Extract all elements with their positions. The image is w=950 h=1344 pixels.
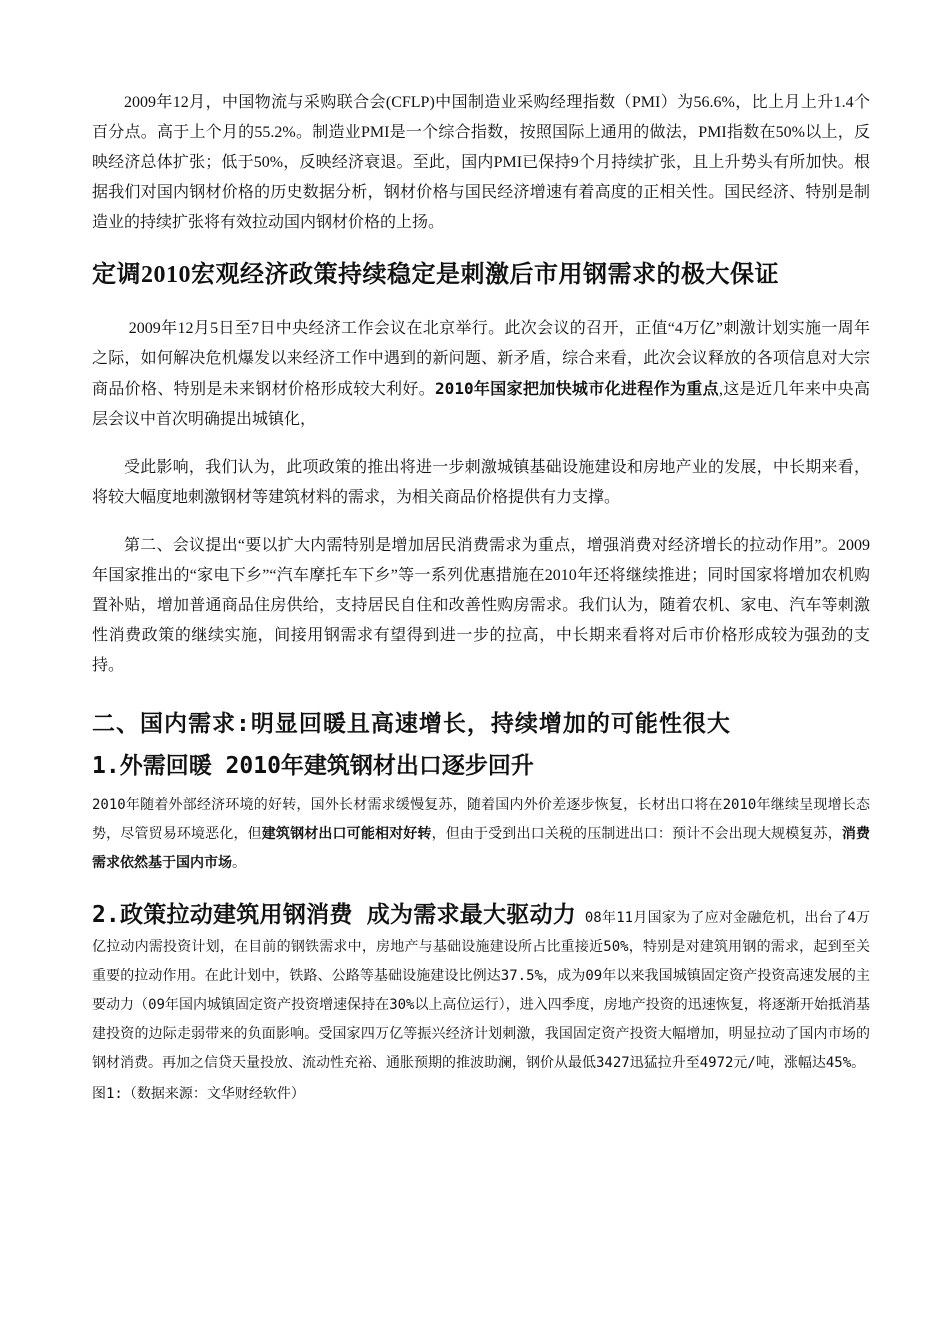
heading-section-2: 二、国内需求:明显回暖且高速增长，持续增加的可能性很大	[92, 711, 731, 737]
heading-subsection-1: 1.外需回暖 2010年建筑钢材出口逐步回升	[92, 753, 534, 779]
paragraph-impact: 受此影响，我们认为，此项政策的推出将进一步刺激城镇基础设施建设和房地产业的发展，中长期来看，将较大幅度地刺激钢材等建筑材料的需求，为相关商品价格提供有力支撑。	[92, 459, 870, 506]
document-page	[92, 88, 870, 1108]
heading-policy-stability: 定调2010宏观经济政策持续稳定是刺激后市用钢需求的极大保证	[92, 262, 779, 288]
paragraph-text: 。	[232, 855, 246, 871]
paragraph-policy-driven	[92, 898, 870, 1078]
paragraph-text: 2009年12月5日至7日中央经济工作会议在北京举行。此次会议的召开，正值“4万亿”刺激计划实施一周年之际，如何解决危机爆发以来经济工作中遇到的新问题、新矛盾，综合来看，此次会议释放的各项信息对大宗商品价格、特别是未来钢材价格形成较大利好。	[92, 320, 870, 398]
bold-export-phrase: 建筑钢材出口可能相对好转	[261, 826, 432, 842]
paragraph-work-conference	[92, 314, 870, 435]
figure-caption: 图1:（数据来源：文华财经软件）	[92, 1086, 305, 1102]
paragraph-pmi: 2009年12月，中国物流与采购联合会(CFLP)中国制造业采购经理指数（PMI）为56.6%，比上月上升1.4个百分点。高于上个月的55.2%。制造业PMI是一个综合指数，按照国际上通用的做法，PMI指数在50%以上，反映经济总体扩张；低于50%，反映经济衰退。至此，国内PMI已保持9个月持续扩张，且上升势头有所加快。根据我们对国内钢材价格的历史数据分析，钢材价格与国民经济增速有着高度的正相关性。国民经济、特别是制造业的持续扩张将有效拉动国内钢材价格的上扬。	[92, 94, 870, 231]
paragraph-export	[92, 791, 870, 878]
paragraph-text: 08年11月国家为了应对金融危机，出台了4万亿拉动内需投资计划，在目前的钢铁需求中，房地产与基础设施建设所占比重接近50%，特别是对建筑用钢的需求，起到至关重要的拉动作用。在此计划中，铁路、公路等基础设施建设比例达37.5%，成为09年以来我国城镇固定资产投资高速发展的主要动力（09年国内城镇固定资产投资增速保持在30%以上高位运行），进入四季度，房地产投资的迅速恢复，将逐渐开始抵消基建投资的边际走弱带来的负面影响。受国家四万亿等振兴经济计划刺激，我国固定资产投资大幅增加，明显拉动了国内市场的钢材消费。再加之信贷天量投放、流动性充裕、通胀预期的推波助澜，钢价从最低3427迅猛拉升至4972元/吨，涨幅达45%。	[92, 910, 870, 1071]
bold-domestic-phrase: 消费需求依然基于国内市场	[92, 826, 871, 871]
paragraph-domestic-demand: 第二、会议提出“要以扩大内需特别是增加居民消费需求为重点，增强消费对经济增长的拉动作用”。2009年国家推出的“家电下乡”“汽车摩托车下乡”等一系列优惠措施在2010年还将继续推进；同时国家将增加农机购置补贴，增加普通商品住房供给，支持居民自住和改善性购房需求。我们认为，随着农机、家电、汽车等刺激性消费政策的继续实施，间接用钢需求有望得到进一步的拉高，中长期来看将对后市价格形成较为强劲的支持。	[92, 537, 870, 674]
paragraph-text: 2010年随着外部经济环境的好转，国外长材需求缓慢复苏，随着国内外价差逐步恢复，长材出口将在2010年继续呈现增长态势，尽管贸易环境恶化，但	[92, 797, 870, 842]
bold-urbanization-phrase: 2010年国家把加快城市化进程作为重点	[435, 379, 719, 398]
paragraph-text: ,这是近几年来中央高层会议中首次明确提出城镇化，	[92, 381, 870, 428]
paragraph-text: ，但由于受到出口关税的压制进出口：预计不会出现大规模复苏，	[431, 826, 842, 842]
heading-subsection-2: 2.政策拉动建筑用钢消费 成为需求最大驱动力	[92, 902, 577, 928]
